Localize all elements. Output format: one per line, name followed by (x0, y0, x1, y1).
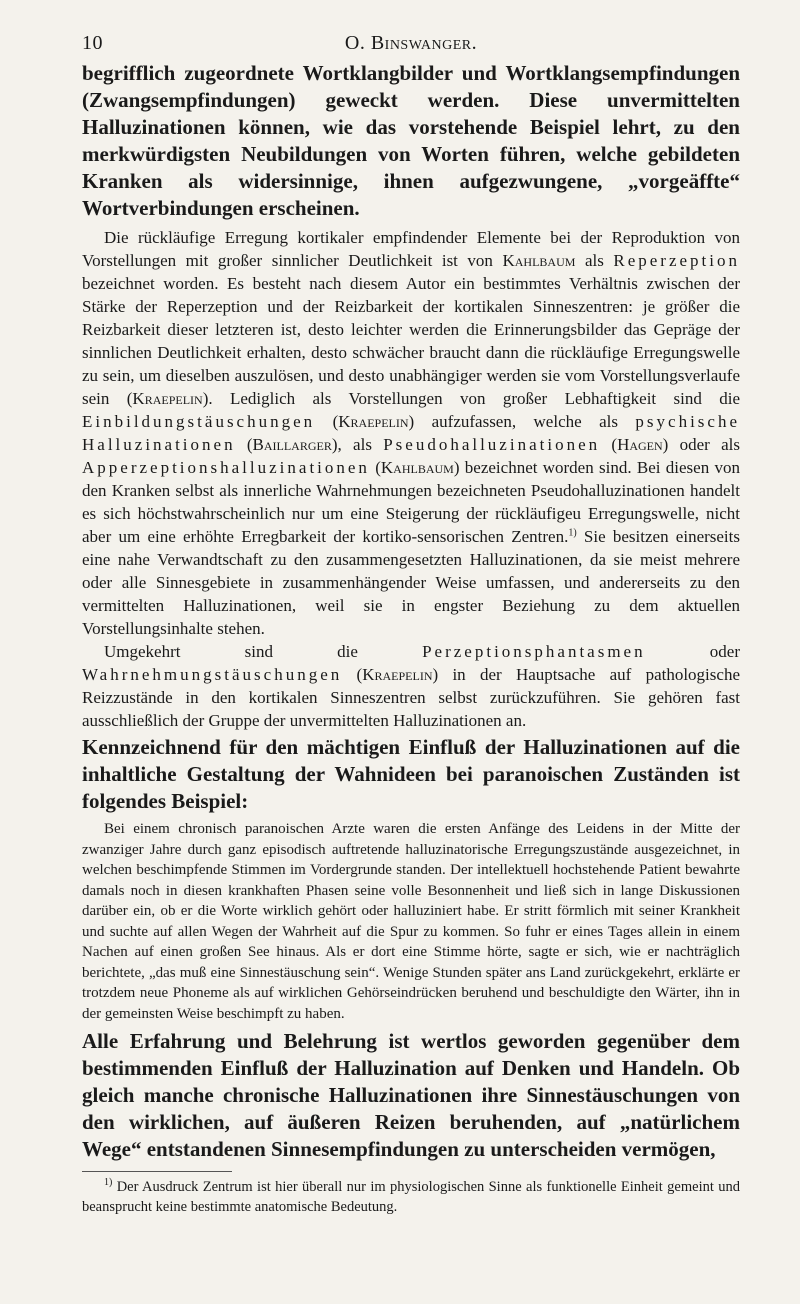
paragraph-perzeptionsphantasmen: Umgekehrt sind die Perzeptionsphantasmen oder Wahrnehmungstäuschungen (Kraepelin) in der Hauptsache auf pathologische Reizzustände in den kortikalen Sinneszentren selbst zurückzuführen. Sie gehören fast ausschließlich der Gruppe der unvermittelten Halluzinationen an. (82, 642, 740, 730)
case-report: Bei einem chronisch paranoischen Arzte waren die ersten Anfänge des Leidens in der Mitte der zwanziger Jahre durch ganz episodisch auftretende halluzinatorische Erregungszustände ausgezeichnet, in welchen beschimpfende Stimmen im Vordergrunde standen. Der intellektuell hochstehende Patient bewahrte damals noch in diesen krankhaften Phasen seine volle Besonnenheit und ließ sich in lange Diskussionen darüber ein, ob er die Worte wirklich gehört oder halluziniert habe. Er stritt förmlich mit seiner Krankheit und suchte auf allen Wegen der Wahrheit auf die Spur zu kommen. So fuhr er eines Tages allein in einem Nachen auf einen großen See hinaus. Als er dort eine Stimme hörte, sagte er sich, wie er nachträglich berichtete, „das muß eine Sinnestäuschung sein“. Wenige Stunden später ans Land zurückgekehrt, erklärte er trotzdem neue Phoneme als auf wirklichen Gehörseindrücken beruhend und beschuldigte den Wärter, ihn in der gemeinsten Weise beschimpft zu haben. (82, 821, 740, 1022)
paragraph-reperzeption: Die rückläufige Erregung kortikaler empfindender Elemente bei der Reproduktion von Vorstellungen mit großer sinnlicher Deutlichkeit ist von Kahlbaum als Reperzeption bezeichnet worden. Es besteht nach diesem Autor ein bestimmtes Verhältnis zwischen der Stärke der Reperzeption und der Reizbarkeit der kortikalen Sinneszentren: je größer die Reizbarkeit dieser letzteren ist, desto leichter werden die Erinnerungsbilder das Gepräge der sinnlichen Deutlichkeit erhalten, desto schwächer braucht dann die rückläufige Erregungswelle zu sein, um dieselben auszulösen, und desto unabhängiger werden sie vom Vorstellungsverlaufe sein (Kraepelin). Lediglich als Vorstellungen von großer Lebhaftigkeit sind die Einbildungstäuschungen (Kraepelin) aufzufassen, welche als psychische Halluzinationen (Baillarger), als Pseudohalluzinationen (Hagen) oder als Apperzeptionshalluzinationen (Kahlbaum) bezeichnet worden sind. Bei diesen von den Kranken selbst als innerliche Wahrnehmungen bezeichneten Pseudohalluzinationen handelt es sich höchstwahrscheinlich nur um eine Steigerung der rückläufigeu Erregungswelle, nicht aber um eine erhöhte Erregbarkeit der kortiko-sensorischen Zentren.$^{1)}$ Sie besitzen einerseits eine nahe Verwandtschaft zu den zusammengesetzten Halluzinationen, da sie meist mehrere oder alle Sinnesgebiete in zusammenhängender Weise umfassen, und andererseits zu den vermittelten Halluzinationen, weil sie in engster Beziehung zu dem aktuellen Vorstellungsinhalte stehen. (82, 228, 740, 638)
footnote-marker: 1) (104, 1177, 113, 1189)
footnote-divider (82, 1171, 232, 1172)
page-header (82, 10, 740, 60)
term-reperzeption: Reperzeption (613, 251, 740, 270)
author-kraepelin: Kraepelin (132, 389, 203, 408)
author-baillarger: Baillarger (252, 435, 332, 454)
author-hagen: Hagen (617, 435, 663, 454)
author-kahlbaum: Kahlbaum (502, 251, 576, 270)
term-pseudohalluzinationen: Pseudohalluzinationen (383, 435, 601, 454)
term-perzeptionsphantasmen: Perzeptionsphantasmen (422, 642, 646, 661)
paragraph-example-intro: Kennzeichnend für den mächtigen Einfluß der Halluzinationen auf die inhaltliche Gestaltung der Wahnideen bei paranoischen Zuständen ist folgendes Beispiel: (82, 735, 740, 813)
term-einbildungstaeuschungen: Einbildungstäuschungen (82, 412, 316, 431)
author-kahlbaum: Kahlbaum (380, 458, 454, 477)
footnote-text: Der Ausdruck Zentrum ist hier überall nur im physiologischen Sinne als funktionelle Einheit gemeint und beansprucht keine bestimmte anatomische Bedeutung. (82, 1179, 740, 1215)
paragraph-conclusion: Alle Erfahrung und Belehrung ist wertlos geworden gegenüber dem bestimmenden Einfluß der Halluzination auf Denken und Handeln. Ob gleich manche chronische Halluzinationen ihre Sinnestäuschungen von den wirklichen, auf äußeren Reizen beruhenden, auf „natürlichem Wege“ entstandenen Sinnesempfindungen zu unterscheiden vermögen, (82, 1029, 740, 1161)
term-wahrnehmungstaeuschungen: Wahrnehmungstäuschungen (82, 665, 343, 684)
term-apperzeptionshalluzinationen: Apperzeptionshalluzinationen (82, 458, 370, 477)
footnote (82, 1178, 740, 1217)
paragraph-intro: begrifflich zugeordnete Wortklangbilder und Wortklangsempfindungen (Zwangsempfindungen) geweckt werden. Diese unvermittelten Halluzinationen können, wie das vorstehende Beispiel lehrt, zu den merkwürdigsten Neubildungen von Worten führen, welche gebildeten Kranken als widersinnige, ihnen aufgezwungene, „vorgeäffte“ Wortverbindungen erscheinen. (82, 61, 740, 220)
author-kraepelin: Kraepelin (338, 412, 409, 431)
footnote-reference: 1) (568, 527, 577, 539)
author-kraepelin: Kraepelin (362, 665, 433, 684)
page-number: 10 (82, 32, 103, 54)
running-head: O. Binswanger. (344, 32, 478, 54)
term-psychische-halluzinationen: psychische Halluzinationen (82, 412, 740, 454)
